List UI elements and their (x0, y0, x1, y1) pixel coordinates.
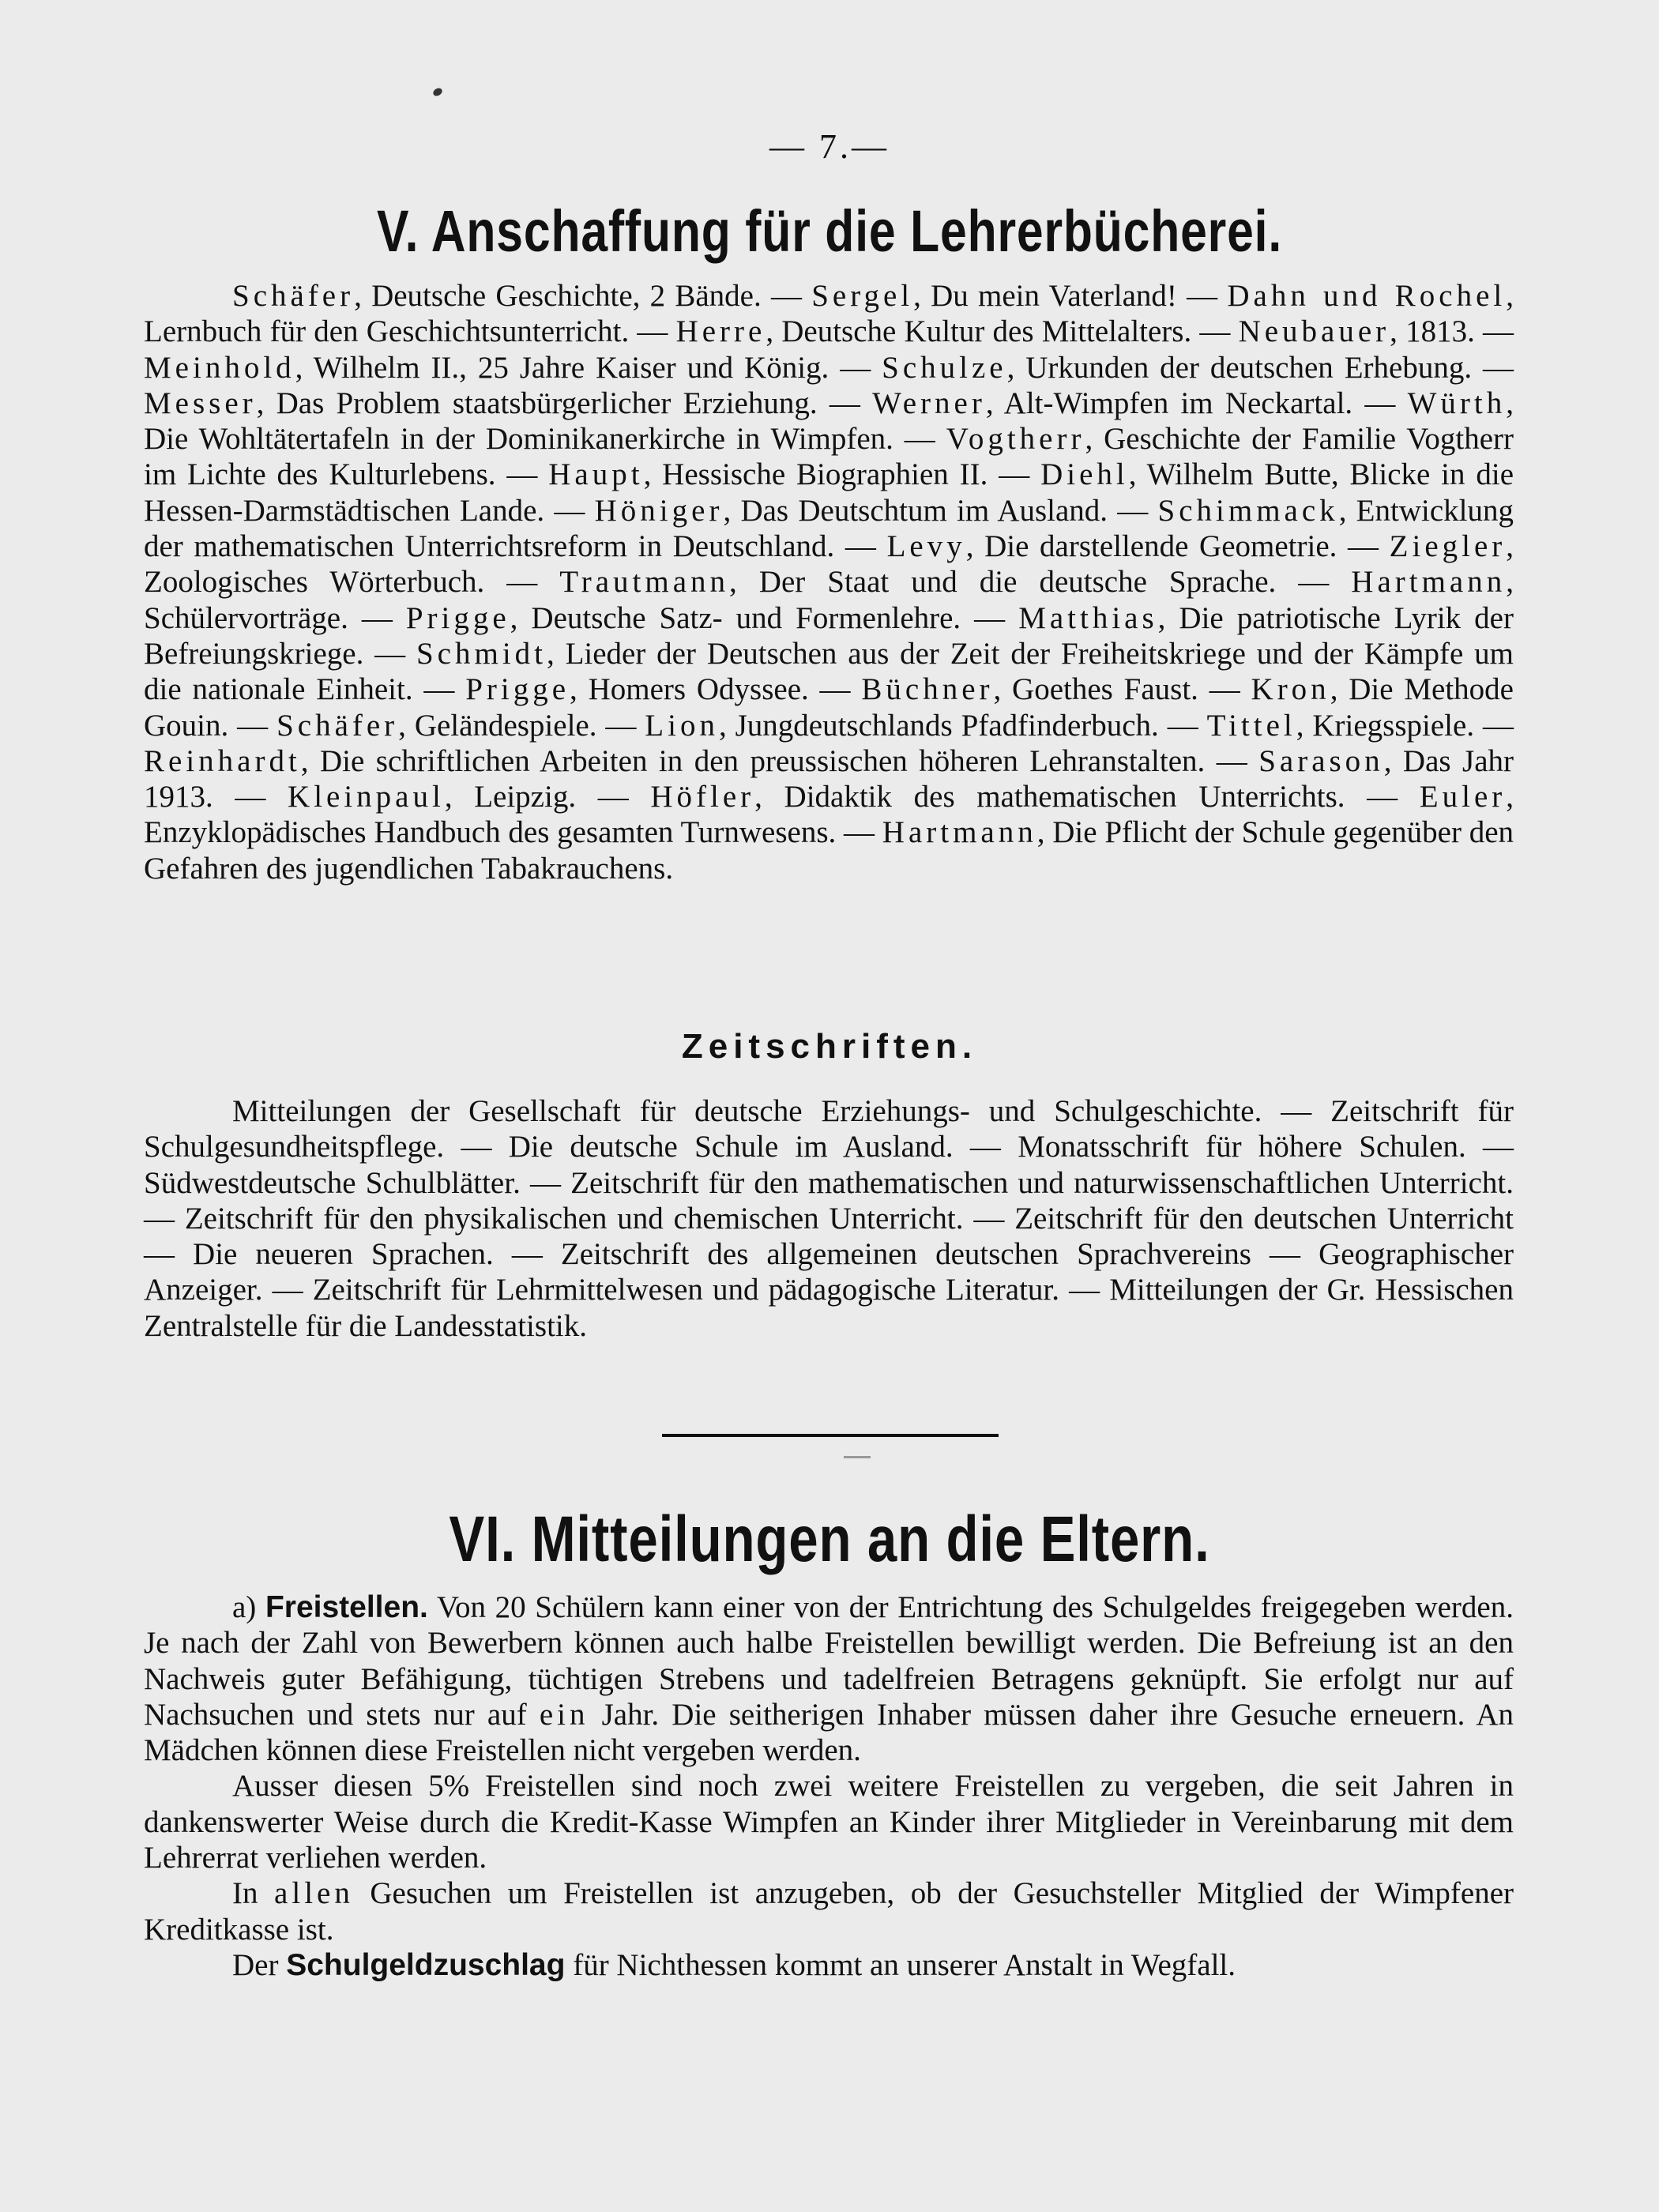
gesuche-paragraph (144, 1875, 1514, 1947)
book-author: Schäfer (276, 708, 399, 743)
spaced-word-ein: ein (539, 1697, 589, 1732)
book-title: , Die darstellende Geometrie. — (965, 529, 1390, 564)
book-title: , Die Methode Gouin. — (144, 672, 1514, 743)
ink-blot (432, 87, 444, 98)
section-divider (662, 1434, 999, 1437)
book-author: Hartmann (1351, 565, 1507, 600)
schulgeldzuschlag-paragraph (144, 1947, 1514, 1983)
journals-paragraph-block (144, 1093, 1514, 1344)
book-author: Prigge (465, 672, 570, 707)
book-title: , Leipzig. — (444, 780, 651, 814)
book-title: , Enzyklopädisches Handbuch des gesamten Turnwesens. — (144, 780, 1514, 850)
book-title: , Das Problem staatsbürgerlicher Erziehung. — (256, 386, 873, 420)
book-author: Schulze (882, 350, 1007, 385)
book-title: , Wilhelm Butte, Blicke in die Hessen-Darmstädtischen Lande. — (144, 457, 1514, 528)
book-title: , Das Jahr 1913. — (144, 743, 1514, 814)
book-title: , Alt-Wimpfen im Neckartal. — (985, 386, 1408, 420)
book-title: , Die patriotische Lyrik der Befreiungskriege. — (144, 600, 1514, 671)
book-title: , Die Wohltätertafeln in der Dominikanerkirche in Wimpfen. — (144, 386, 1514, 457)
book-title: , Die schriftlichen Arbeiten in den preussischen höheren Lehranstalten. — (300, 743, 1259, 778)
section-heading-zeitschriften: Zeitschriften. (681, 1027, 978, 1066)
book-author: Messer (144, 386, 257, 420)
book-author: Würth (1407, 386, 1507, 420)
section-heading-eltern: VI. Mitteilungen an die Eltern. (449, 1503, 1210, 1575)
book-author: Lion (645, 708, 719, 743)
book-author: Reinhardt (144, 743, 301, 778)
book-author: Diehl (1040, 457, 1129, 492)
book-author: Höniger (594, 493, 724, 528)
book-author: Prigge (405, 600, 510, 635)
book-author: Vogtherr (946, 422, 1085, 457)
book-author: Tittel (1206, 708, 1296, 743)
book-title: , Hessische Biographien II. — (643, 457, 1041, 492)
book-author: Schimmack (1157, 493, 1339, 528)
book-author: Neubauer (1238, 314, 1390, 349)
book-title: , Deutsche Geschichte, 2 Bände. — (354, 279, 812, 313)
book-author: Kleinpaul (288, 780, 445, 814)
book-author: Büchner (861, 672, 994, 707)
zuschlag-text-b: für Nichthessen kommt an unserer Anstalt in Wegfall. (565, 1947, 1236, 1982)
book-author: Haupt (548, 457, 644, 492)
zuschlag-text-a: Der (232, 1947, 287, 1982)
gesuche-text-b: Gesuchen um Freistellen ist anzugeben, ob der Gesuchsteller Mitglied der Wimpfener Kreditkasse ist. (144, 1876, 1514, 1947)
book-author: Matthias (1018, 600, 1158, 635)
book-list (144, 278, 1514, 886)
divider-mark (844, 1456, 871, 1458)
book-author: Meinhold (144, 350, 295, 385)
book-author: Euler (1419, 780, 1507, 814)
schulgeldzuschlag-term: Schulgeldzuschlag (286, 1947, 566, 1982)
book-author: Schäfer (232, 279, 355, 313)
book-title: , Deutsche Kultur des Mittelalters. — (766, 314, 1239, 349)
book-author: Werner (872, 386, 986, 420)
additional-freistellen-paragraph: Ausser diesen 5% Freistellen sind noch zwei weitere Freistellen zu vergeben, die seit Jahren in dankenswerter Weise durch die Kredit-Kasse Wimpfen an Kinder ihrer Mitglieder in Vereinbarung mit dem Lehrerrat verliehen werden. (144, 1769, 1514, 1875)
book-title: , 1813. — (1390, 314, 1514, 349)
book-list-paragraph (144, 278, 1514, 886)
book-title: , Lieder der Deutschen aus der Zeit der Freiheitskriege und der Kämpfe um die nationale Einheit. — (144, 636, 1514, 707)
freistellen-paragraph (144, 1589, 1514, 1768)
book-title: , Deutsche Satz- und Formenlehre. — (510, 600, 1019, 635)
book-title: , Geschichte der Familie Vogtherr im Lichte des Kulturlebens. — (144, 422, 1514, 492)
spaced-word-allen: allen (274, 1876, 354, 1911)
freistellen-text-b: Jahr. Die seitherigen Inhaber müssen daher ihre Gesuche erneuern. An Mädchen können diese Freistellen nicht vergeben werden. (144, 1697, 1514, 1768)
book-title: , Das Deutschtum im Ausland. — (723, 493, 1158, 528)
book-author: Levy (886, 529, 966, 564)
book-title: , Zoologisches Wörterbuch. — (144, 529, 1514, 600)
parents-notice-block (144, 1589, 1514, 1983)
book-title: , Du mein Vaterland! — (913, 279, 1228, 313)
book-title: , Goethes Faust. — (993, 672, 1251, 707)
book-author: Dahn und Rochel (1227, 279, 1507, 313)
book-title: , Jungdeutschlands Pfadfinderbuch. — (718, 708, 1207, 743)
book-title: , Entwicklung der mathematischen Unterrichtsreform in Deutschland. — (144, 493, 1514, 564)
book-author: Sergel (811, 279, 914, 313)
book-author: Sarason (1258, 743, 1384, 778)
book-title: , Der Staat und die deutsche Sprache. — (729, 565, 1352, 600)
book-title: , Schülervorträge. — (144, 565, 1514, 635)
book-title: , Die Pflicht der Schule gegenüber den Gefahren des jugendlichen Tabakrauchens. (144, 815, 1514, 886)
journals-paragraph: Mitteilungen der Gesellschaft für deutsche Erziehungs- und Schulgeschichte. — Zeitschrift für Schulgesundheitspflege. — Die deutsche Schule im Ausland. — Monatsschrift für höhere Schulen. — Südwestdeutsche Schulblätter. — Zeitschrift für den mathematischen und naturwissenschaftlichen Unterricht. — Zeitschrift für den physikalischen und chemischen Unterricht. — Zeitschrift für den deutschen Unterricht — Die neueren Sprachen. — Zeitschrift des allgemeinen deutschen Sprachvereins — Geographischer Anzeiger. — Zeitschrift für Lehrmittelwesen und pädagogische Literatur. — Mitteilungen der Gr. Hessischen Zentralstelle für die Landesstatistik. (144, 1094, 1514, 1343)
freistellen-term: Freistellen. (265, 1590, 428, 1624)
freistellen-text-a: Von 20 Schülern kann einer von der Entrichtung des Schulgeldes freigegeben werden. Je nach der Zahl von Bewerbern können auch halbe Freistellen bewilligt werden. Die Befreiung ist an den Nachweis guter Befähigung, tüchtigen Strebens und tadelfreien Betragens geknüpft. Sie erfolgt nur auf Nachsuchen und stets nur auf (144, 1590, 1514, 1732)
item-label: a) (232, 1590, 265, 1624)
page-number: — 7.— (769, 127, 890, 166)
book-author: Höfler (650, 780, 755, 814)
book-title: , Didaktik des mathematischen Unterrichts. — (754, 780, 1420, 814)
book-author: Kron (1251, 672, 1330, 707)
book-author: Hartmann (882, 815, 1037, 850)
book-author: Ziegler (1389, 529, 1507, 564)
book-title: , Urkunden der deutschen Erhebung. — (1006, 350, 1514, 385)
gesuche-text-a: In (232, 1876, 275, 1911)
book-title: , Homers Odyssee. — (570, 672, 862, 707)
book-title: , Lernbuch für den Geschichtsunterricht. — (144, 279, 1514, 349)
book-title: , Geländespiele. — (398, 708, 645, 743)
book-author: Trautmann (559, 565, 730, 600)
section-heading-lehrerbuecherei: V. Anschaffung für die Lehrerbücherei. (376, 198, 1283, 264)
book-author: Schmidt (416, 636, 547, 671)
book-author: Herre (675, 314, 766, 349)
book-title: , Kriegsspiele. — (1296, 708, 1514, 743)
book-title: , Wilhelm II., 25 Jahre Kaiser und König. — (295, 350, 882, 385)
